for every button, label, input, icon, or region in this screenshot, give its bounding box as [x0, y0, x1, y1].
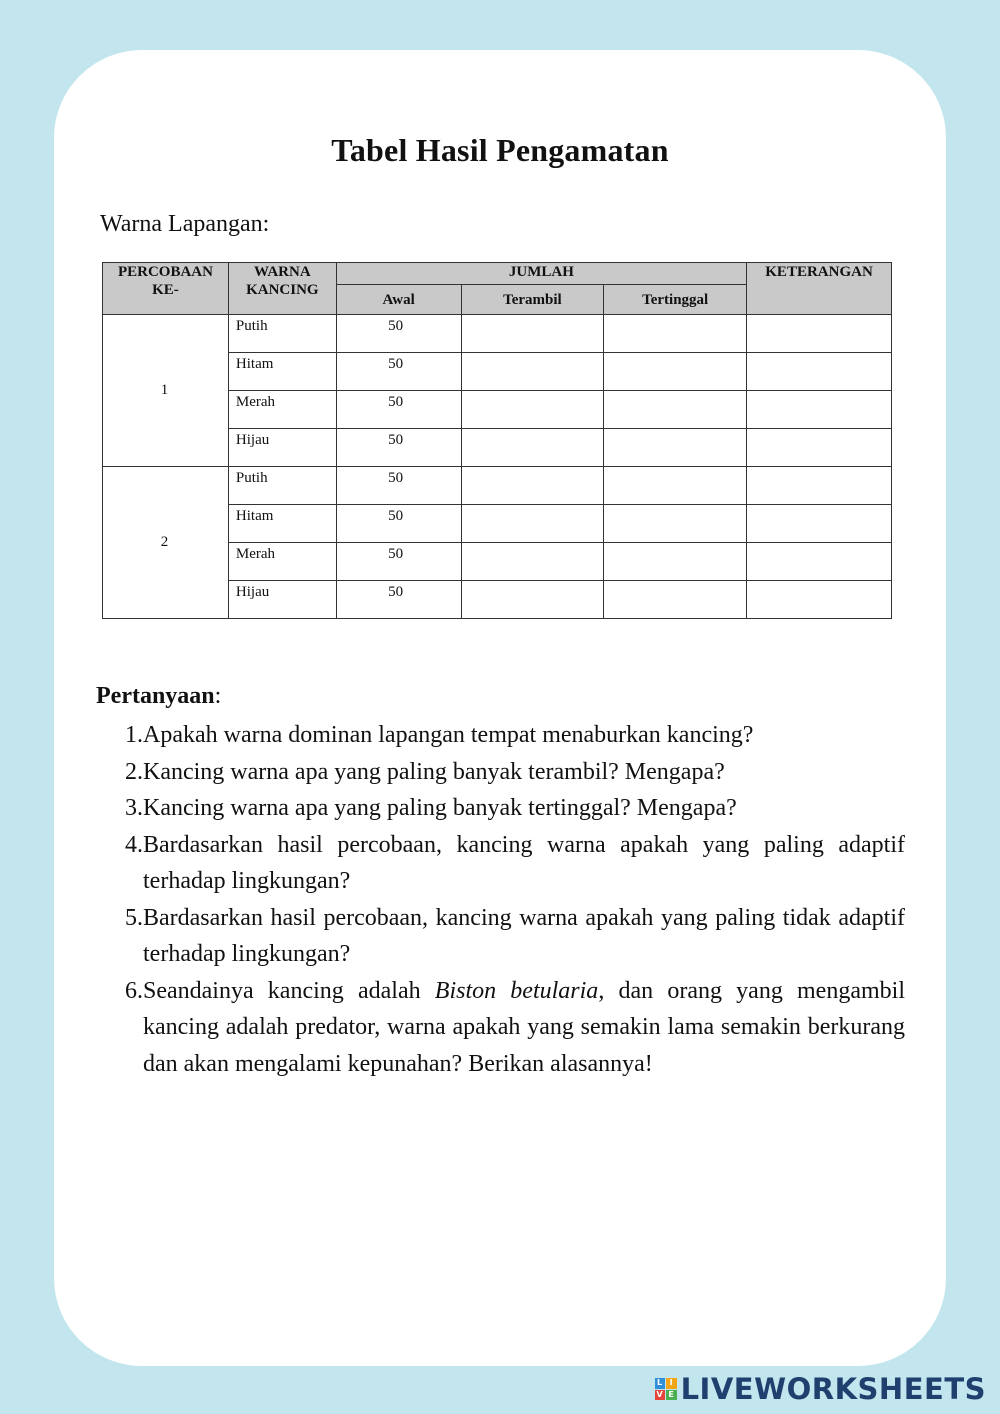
question-text: Bardasarkan hasil percobaan, kancing warna apakah yang paling tidak adaptif terhadap lingkungan? [143, 904, 905, 967]
notes-cell[interactable] [747, 353, 892, 391]
question-item [110, 900, 905, 973]
notes-cell[interactable] [747, 543, 892, 581]
header-trial: PERCOBAAN KE- [103, 263, 229, 315]
notes-cell[interactable] [747, 429, 892, 467]
remaining-cell[interactable] [604, 467, 747, 505]
question-number: 5. [125, 904, 143, 931]
trial-cell: 2 [103, 467, 229, 619]
taken-cell[interactable] [461, 315, 604, 353]
remaining-cell[interactable] [604, 581, 747, 619]
logo-letter: I [666, 1378, 677, 1389]
question-item [110, 754, 905, 791]
initial-cell: 50 [336, 543, 461, 581]
question-item [110, 827, 905, 900]
observation-table [102, 262, 892, 619]
logo-letter: V [656, 1389, 664, 1399]
color-cell: Hijau [228, 429, 336, 467]
remaining-cell[interactable] [604, 315, 747, 353]
header-amount: JUMLAH [336, 263, 746, 285]
header-initial: Awal [336, 285, 461, 315]
brand-name: LIVEWORKSHEETS [680, 1372, 986, 1406]
species-name: Biston betularia [434, 977, 599, 1004]
header-taken: Terambil [461, 285, 604, 315]
notes-cell[interactable] [747, 391, 892, 429]
remaining-cell[interactable] [604, 391, 747, 429]
color-cell: Putih [228, 315, 336, 353]
question-text-part: Seandainya kancing adalah [143, 977, 435, 1004]
color-cell: Merah [228, 543, 336, 581]
liveworksheets-logo-icon [655, 1378, 677, 1400]
notes-cell[interactable] [747, 315, 892, 353]
color-cell: Merah [228, 391, 336, 429]
remaining-cell[interactable] [604, 505, 747, 543]
color-cell: Hitam [228, 505, 336, 543]
initial-cell: 50 [336, 505, 461, 543]
notes-cell[interactable] [747, 467, 892, 505]
initial-cell: 50 [336, 315, 461, 353]
logo-letter: L [655, 1378, 666, 1389]
question-text: Apakah warna dominan lapangan tempat menaburkan kancing? [143, 722, 754, 748]
question-number: 1. [125, 722, 143, 748]
taken-cell[interactable] [461, 543, 604, 581]
question-text: Kancing warna apa yang paling banyak tertinggal? Mengapa? [143, 795, 737, 821]
header-color: WARNA KANCING [228, 263, 336, 315]
taken-cell[interactable] [461, 581, 604, 619]
logo-letter: E [666, 1390, 677, 1401]
questions-heading [96, 683, 221, 710]
table-row [103, 315, 892, 353]
question-number: 3. [125, 795, 143, 821]
field-color-label: Warna Lapangan: [100, 211, 270, 237]
notes-cell[interactable] [747, 505, 892, 543]
notes-cell[interactable] [747, 581, 892, 619]
initial-cell: 50 [336, 391, 461, 429]
questions-heading-label: Pertanyaan [96, 683, 215, 709]
question-number: 4. [125, 831, 143, 858]
header-remaining: Tertinggal [604, 285, 747, 315]
question-text: Bardasarkan hasil percobaan, kancing warna apakah yang paling adaptif terhadap lingkungan? [143, 831, 905, 894]
questions-heading-colon: : [214, 683, 222, 709]
remaining-cell[interactable] [604, 429, 747, 467]
initial-cell: 50 [336, 429, 461, 467]
question-number: 2. [125, 758, 143, 785]
page-title: Tabel Hasil Pengamatan [331, 132, 669, 168]
question-item [110, 973, 905, 1083]
initial-cell: 50 [336, 467, 461, 505]
taken-cell[interactable] [461, 429, 604, 467]
trial-cell: 1 [103, 315, 229, 467]
initial-cell: 50 [336, 581, 461, 619]
brand-footer [655, 1372, 986, 1406]
color-cell: Putih [228, 467, 336, 505]
initial-cell: 50 [336, 353, 461, 391]
color-cell: Hitam [228, 353, 336, 391]
question-text-part: , dan orang yang mengambil kancing adalah predator, warna apakah yang semakin lama semakin berkurang dan akan mengalami kepunahan? Berikan alasannya! [143, 977, 905, 1077]
remaining-cell[interactable] [604, 543, 747, 581]
question-text [143, 973, 905, 1083]
taken-cell[interactable] [461, 467, 604, 505]
remaining-cell[interactable] [604, 353, 747, 391]
table-row [103, 467, 892, 505]
question-number: 6. [125, 977, 143, 1004]
question-item [110, 717, 905, 754]
question-list [110, 717, 905, 1082]
taken-cell[interactable] [461, 505, 604, 543]
taken-cell[interactable] [461, 391, 604, 429]
header-notes: KETERANGAN [747, 263, 892, 315]
taken-cell[interactable] [461, 353, 604, 391]
question-text: Kancing warna apa yang paling banyak terambil? Mengapa? [143, 758, 725, 785]
question-item [110, 790, 905, 827]
color-cell: Hijau [228, 581, 336, 619]
